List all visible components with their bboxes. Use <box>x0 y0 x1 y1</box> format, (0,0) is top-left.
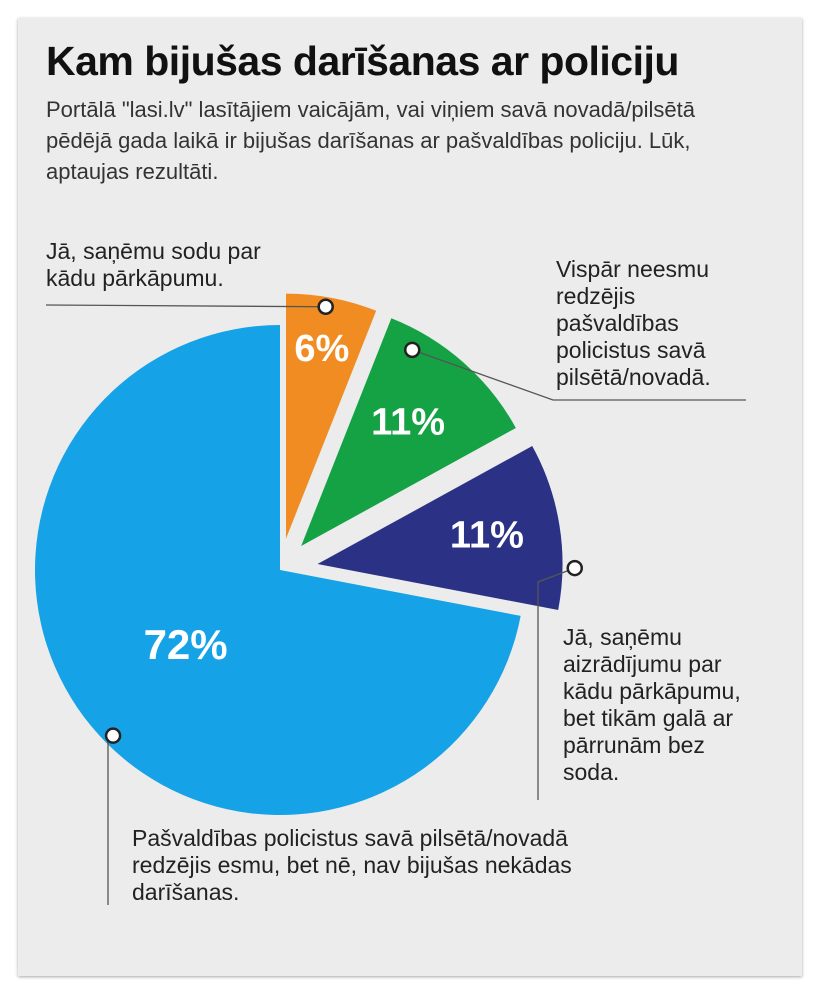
leader-seen-no-dealings <box>108 736 113 905</box>
leader-warning-no-fine-dot <box>568 561 582 575</box>
leader-fine-dot <box>319 300 333 314</box>
chart-subtitle: Portālā "lasi.lv" lasītājiem vaicājām, vai viņiem savā novadā/pilsētā pēdējā gada laikā ir bijušas darīšanas ar pašvaldības policiju. Lūk, aptaujas rezultāti. <box>46 97 696 184</box>
leader-seen-no-dealings-dot <box>106 729 120 743</box>
slice-never-seen-police-value-label: 11% <box>371 401 446 444</box>
leader-fine <box>46 305 326 307</box>
slice-fine-value-label: 6% <box>294 327 350 370</box>
label-fine: Jā, saņēmu sodu par kādu pārkāpumu. <box>46 238 261 291</box>
leader-never-seen-police-dot <box>405 343 419 357</box>
chart-title: Kam bijušas darīšanas ar policiju <box>46 38 679 84</box>
label-warning-no-fine: Jā, saņēmu aizrādījumu par kādu pārkāpumu, bet tikām galā ar pārrunām bez soda. <box>563 624 741 785</box>
label-never-seen-police: Vispār neesmu redzējis pašvaldības policistus savā pilsētā/novadā. <box>556 256 711 390</box>
label-seen-no-dealings: Pašvaldības policistus savā pilsētā/novadā redzējis esmu, bet nē, nav bijušas nekādas darīšanas. <box>132 825 572 905</box>
slice-warning-no-fine-value-label: 11% <box>449 514 524 557</box>
slice-seen-no-dealings-value-label: 72% <box>143 621 228 669</box>
